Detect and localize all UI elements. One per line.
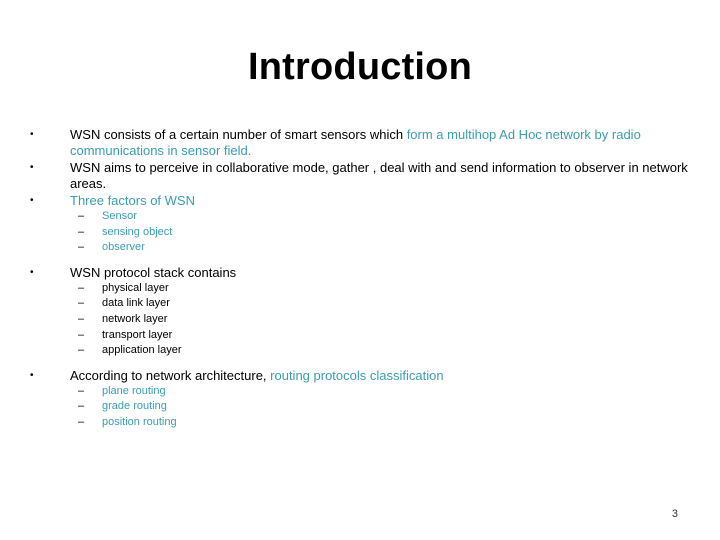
sub-item — [30, 328, 690, 344]
sub-item — [30, 415, 690, 431]
bullet-text: According to network architecture, — [70, 367, 271, 383]
sub-item-text: data link layer — [102, 297, 170, 310]
sub-item-text: position routing — [102, 415, 177, 428]
bullet-item — [30, 160, 690, 192]
sub-item-text: grade routing — [102, 400, 167, 413]
sub-item-text: application layer — [102, 344, 182, 357]
sub-item-text: network layer — [102, 312, 168, 325]
bullet-icon: • — [30, 195, 34, 206]
slide-body — [30, 127, 690, 431]
dash-icon: – — [78, 241, 85, 254]
sub-list — [30, 209, 690, 256]
bullet-item — [30, 127, 690, 159]
bullet-text: WSN aims to perceive in collaborative mode, gather , deal with and send information to observer in network areas. — [70, 160, 688, 191]
page-number: 3 — [671, 508, 678, 520]
sub-item-text: sensing object — [102, 225, 173, 238]
dash-icon: – — [78, 400, 85, 413]
dash-icon: – — [78, 225, 85, 238]
dash-icon: – — [78, 328, 85, 341]
sub-item — [30, 281, 690, 297]
sub-item-text: plane routing — [102, 384, 166, 397]
sub-item — [30, 225, 690, 241]
dash-icon: – — [78, 415, 85, 428]
bullet-item — [30, 368, 690, 384]
dash-icon: – — [78, 344, 85, 357]
sub-item — [30, 209, 690, 225]
sub-item — [30, 399, 690, 415]
sub-item — [30, 312, 690, 328]
bullet-text: WSN consists of a certain number of smart sensors which — [70, 127, 407, 142]
bullet-icon: • — [30, 162, 34, 173]
bullet-item — [30, 193, 690, 209]
bullet-icon: • — [30, 129, 34, 140]
sub-list — [30, 281, 690, 359]
bullet-highlight: Three factors of WSN — [70, 193, 195, 208]
dash-icon: – — [78, 312, 85, 325]
bullet-text: WSN protocol stack contains — [70, 264, 237, 280]
bullet-item — [30, 265, 690, 281]
sub-item — [30, 296, 690, 312]
sub-item-text: observer — [102, 241, 145, 254]
sub-item — [30, 384, 690, 400]
bullet-icon: • — [30, 369, 34, 381]
dash-icon: – — [78, 384, 85, 397]
bullet-icon: • — [30, 266, 34, 278]
sub-item-text: physical layer — [102, 281, 169, 294]
dash-icon: – — [78, 281, 85, 294]
dash-icon: – — [78, 210, 85, 222]
dash-icon: – — [78, 297, 85, 310]
sub-item-text: Sensor — [102, 210, 137, 222]
sub-item — [30, 343, 690, 359]
slide-title: Introduction — [247, 46, 473, 88]
bullet-highlight: routing protocols classification — [270, 367, 444, 383]
sub-list — [30, 384, 690, 431]
sub-item — [30, 240, 690, 256]
sub-item-text: transport layer — [102, 328, 173, 341]
bullet-highlight: form a multihop Ad Hoc network by radio communications in sensor field. — [70, 127, 641, 158]
